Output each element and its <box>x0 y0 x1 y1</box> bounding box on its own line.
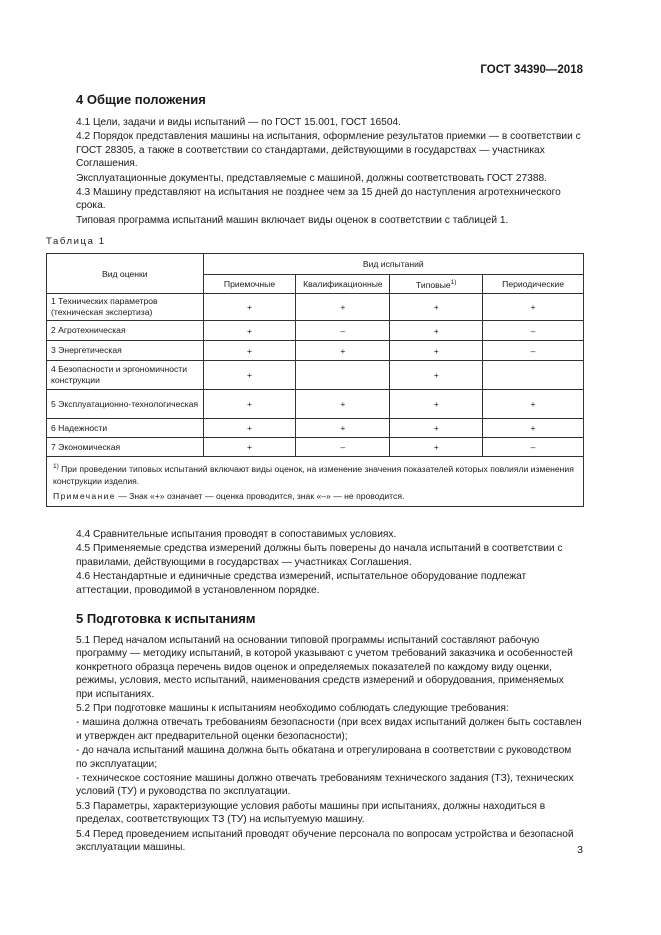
section-5-title: 5 Подготовка к испытаниям <box>76 611 256 626</box>
paragraph: 5.1 Перед началом испытаний на основании типовой программы испытаний составляют рабочую программу — методику испытаний, в которой указывают с учетом требований заказчика и особенностей конкретного образца перечень видов оценок и определяемых показателей по каждому виду оценки, режимы, условия, место испытаний, наименования средств измерений и оборудования, применяемых при испытаниях. <box>76 635 573 700</box>
cell: + <box>296 341 390 361</box>
row-label: 1 Технических параметров (техническая экспертиза) <box>47 294 204 321</box>
cell: – <box>296 321 390 341</box>
row-label: 6 Надежности <box>47 419 204 438</box>
paragraph: 4.5 Применяемые средства измерений должны быть поверены до начала испытаний в соответствии с правилами, действующими в государствах — участниках Соглашения. <box>76 543 563 568</box>
table-footnote <box>53 461 577 487</box>
cell: + <box>203 321 296 341</box>
section-4-title: 4 Общие положения <box>76 92 206 107</box>
table-1 <box>46 253 584 507</box>
row-label: 3 Энергетическая <box>47 341 204 361</box>
cell: + <box>483 419 584 438</box>
table-row <box>47 438 584 457</box>
cell: + <box>390 294 483 321</box>
table-header-vid: Вид оценки <box>47 254 204 294</box>
table-header-col: Приемочные <box>203 275 296 294</box>
table-caption: Таблица 1 <box>46 236 106 247</box>
footnote-text: При проведении типовых испытаний включают виды оценок, на изменение значения показателей которых повлияли изменения конструкции изделия. <box>53 463 574 486</box>
cell: – <box>483 321 584 341</box>
paragraph: Типовая программа испытаний машин включает виды оценок в соответствии с таблицей 1. <box>76 214 509 226</box>
table-row <box>47 321 584 341</box>
row-label: 7 Экономическая <box>47 438 204 457</box>
list-item: - машина должна отвечать требованиям безопасности (при всех видах испытаний должен быть составлен и утвержден акт предварительной оценки безопасности); <box>76 717 582 742</box>
cell: + <box>390 361 483 390</box>
paragraph: 4.4 Сравнительные испытания проводят в сопоставимых условиях. <box>76 529 397 540</box>
cell: – <box>296 438 390 457</box>
table-row <box>47 361 584 390</box>
paragraph: 5.4 Перед проведением испытаний проводят обучение персонала по вопросам устройства и безопасной эксплуатации машины. <box>76 828 574 854</box>
table-row <box>47 341 584 361</box>
cell: + <box>203 294 296 321</box>
cell: + <box>483 294 584 321</box>
list-item: - до начала испытаний машина должна быть обкатана и отрегулирована в соответствии с руководством по эксплуатации; <box>76 745 572 770</box>
cell: + <box>390 341 483 361</box>
cell: + <box>203 341 296 361</box>
row-label: 2 Агротехническая <box>47 321 204 341</box>
table-note <box>53 490 577 502</box>
cell: + <box>483 390 584 419</box>
paragraph: 4.2 Порядок представления машины на испытания, оформление результатов приемки — в соответствии с ГОСТ 28305, а также в соответствии со стандартами, действующими в государствах — участниках Соглашения. <box>76 131 581 170</box>
table-header-group: Вид испытаний <box>203 254 583 275</box>
table-footnote-cell <box>47 457 584 507</box>
row-label: 5 Эксплуатационно-технологическая <box>47 390 204 419</box>
cell: – <box>483 341 584 361</box>
note-label: Примечание <box>53 490 116 501</box>
paragraph: 4.3 Машину представляют на испытания не позднее чем за 15 дней до наступления агротехнического срока. <box>76 187 561 212</box>
page-number: 3 <box>577 844 583 856</box>
footnote-ref: 1) <box>450 278 457 286</box>
cell <box>296 361 390 390</box>
note-text: — Знак «+» означает — оценка проводится, знак «–» — не проводится. <box>118 490 405 501</box>
table-row <box>47 419 584 438</box>
paragraph: 4.1 Цели, задачи и виды испытаний — по ГОСТ 15.001, ГОСТ 16504. <box>76 117 401 128</box>
standard-header: ГОСТ 34390—2018 <box>480 64 583 76</box>
table-row <box>47 294 584 321</box>
cell: – <box>483 438 584 457</box>
cell: + <box>390 390 483 419</box>
cell: + <box>296 419 390 438</box>
section-5-body <box>76 634 583 856</box>
cell: + <box>203 438 296 457</box>
table-row <box>47 390 584 419</box>
cell: + <box>390 321 483 341</box>
cell <box>483 361 584 390</box>
cell: + <box>296 294 390 321</box>
list-item: - техническое состояние машины должно отвечать требованиям технического задания (ТЗ), технических условий (ТУ) и руководства по эксплуатации. <box>76 773 574 798</box>
cell: + <box>203 390 296 419</box>
cell: + <box>203 419 296 438</box>
paragraph: 5.3 Параметры, характеризующие условия работы машины при испытаниях, должны находиться в пределах, соответствующих ТЗ (ТУ) на испытуемую машину. <box>76 800 546 826</box>
section-4-body <box>76 116 583 228</box>
row-label: 4 Безопасности и эргономичности конструкции <box>47 361 204 390</box>
cell: + <box>390 438 483 457</box>
table-header-col: Квалификационные <box>296 275 390 294</box>
cell: + <box>203 361 296 390</box>
table-header-col: Периодические <box>483 275 584 294</box>
paragraph: 5.2 При подготовке машины к испытаниям необходимо соблюдать следующие требования: <box>76 703 509 715</box>
table-header-col <box>390 275 483 294</box>
paragraph: Эксплуатационные документы, представляемые с машиной, должны соответствовать ГОСТ 27388. <box>76 172 548 184</box>
paragraph: 4.6 Нестандартные и единичные средства измерений, испытательное оборудование подлежат аттестации, проводимой в установленном порядке. <box>76 571 527 596</box>
footnote-mark: 1) <box>53 463 59 470</box>
table-header-col-label: Типовые <box>416 279 451 290</box>
cell: + <box>296 390 390 419</box>
cell: + <box>390 419 483 438</box>
section-4-body-continued <box>76 528 583 598</box>
